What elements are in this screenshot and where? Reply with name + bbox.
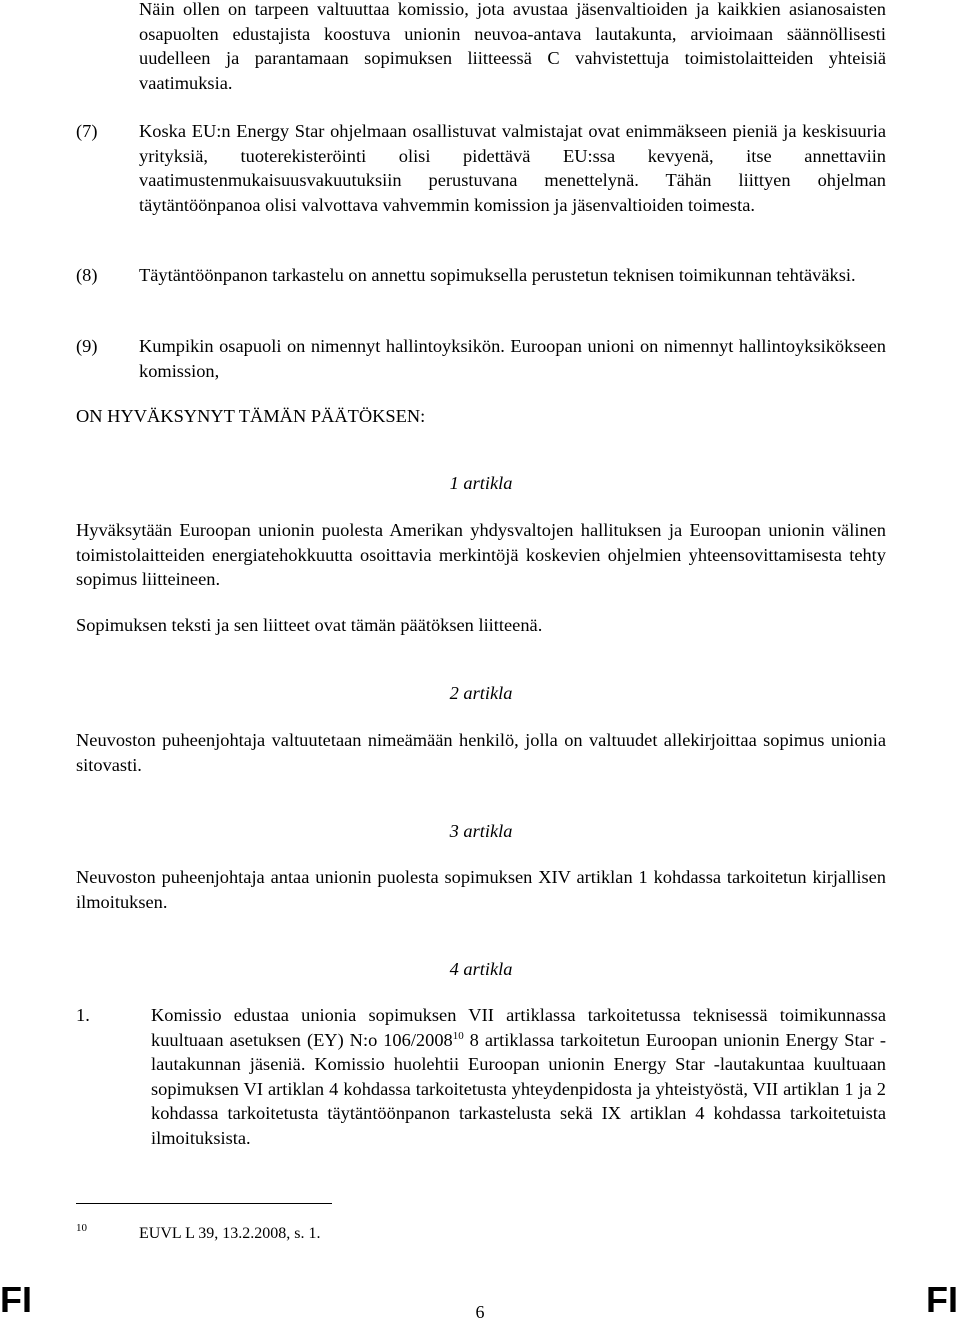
article-1-title: 1 artikla	[449, 473, 513, 493]
article-2-title: 2 artikla	[449, 683, 513, 703]
recital-number: (7)	[76, 121, 98, 141]
page-number: 6	[475, 1302, 485, 1322]
article-1-paragraph-2: Sopimuksen teksti ja sen liitteet ovat tämän päätöksen liitteenä.	[76, 615, 543, 635]
footer-language-right: FI	[926, 1279, 958, 1320]
recital-text: Koska EU:n Energy Star ohjelmaan osallistuvat valmistajat ovat enimmäkseen pieniä ja keskisuuria yrityksiä, tuoterekisteröinti olisi pidettävä EU:ssa kevyenä, itse annettaviin vaatimustenmukaisuusvakuutuksiin perustuvana menettelynä. Tähän liittyen ohjelman täytäntöönpanoa olisi valvottava vahvemmin komission ja jäsenvaltioiden toimesta.	[139, 121, 886, 215]
footnote-number: 10	[76, 1222, 87, 1234]
article-1-paragraph-1: Hyväksytään Euroopan unionin puolesta Amerikan yhdysvaltojen hallituksen ja Euroopan unionin välinen toimistolaitteiden energiatehokkuutta osoittavia merkintöjä koskevien ohjelmien yhteensovittamisesta tehty sopimus liitteineen.	[76, 520, 886, 589]
article-3-title: 3 artikla	[449, 821, 513, 841]
footnote-text: EUVL L 39, 13.2.2008, s. 1.	[139, 1225, 321, 1242]
article-4-title: 4 artikla	[449, 959, 513, 979]
item-text	[151, 1003, 886, 1150]
decision-heading: ON HYVÄKSYNYT TÄMÄN PÄÄTÖKSEN:	[76, 406, 426, 426]
recital-text: Kumpikin osapuoli on nimennyt hallintoyksikön. Euroopan unioni on nimennyt hallintoyksikökseen komission,	[139, 336, 886, 381]
footer-language-left: FI	[0, 1279, 32, 1320]
article-2-paragraph-1: Neuvoston puheenjohtaja valtuutetaan nimeämään henkilö, jolla on valtuudet allekirjoittaa sopimus unionia sitovasti.	[76, 730, 886, 775]
recital-number: (8)	[76, 265, 98, 285]
article-3-paragraph-1: Neuvoston puheenjohtaja antaa unionin puolesta sopimuksen XIV artiklan 1 kohdassa tarkoitetun kirjallisen ilmoituksen.	[76, 867, 886, 912]
item-number: 1.	[76, 1005, 90, 1025]
intro-paragraph: Näin ollen on tarpeen valtuuttaa komissio, jota avustaa jäsenvaltioiden ja kaikkien asianosaisten osapuolten edustajista koostuva unionin neuvoa-antava lautakunta, arvioimaan säännöllisesti uudelleen ja parantamaan sopimuksen liitteessä C vahvistettuja toimistolaitteiden yhteisiä vaatimuksia.	[139, 0, 886, 93]
item-text-part-b: 8 artiklassa tarkoitetun Euroopan unionin Energy Star -lautakunnan jäseniä. Komissio huolehtii Euroopan unionin Energy Star -lautakuntaa kuultuaan sopimuksen VI artiklan 4 kohdassa tarkoitetusta yhteydenpidosta ja yhteistyöstä, VII artiklan 1 ja 2 kohdassa tarkoitetusta täytäntöönpanon tarkastelusta sekä IX artiklan 4 kohdassa tarkoitetuista ilmoituksista.	[151, 1029, 886, 1148]
footnote-divider	[76, 1203, 332, 1204]
recital-number: (9)	[76, 336, 98, 356]
item-text-part-a: Komissio edustaa unionia sopimuksen VII artiklassa tarkoitetussa teknisessä toimikunnassa kuultuaan asetuksen (EY) N:o 106/2008	[151, 1005, 886, 1050]
recital-text: Täytäntöönpanon tarkastelu on annettu sopimuksella perustetun teknisen toimikunnan tehtäväksi.	[139, 265, 856, 285]
footnote-reference: 10	[452, 1029, 464, 1042]
